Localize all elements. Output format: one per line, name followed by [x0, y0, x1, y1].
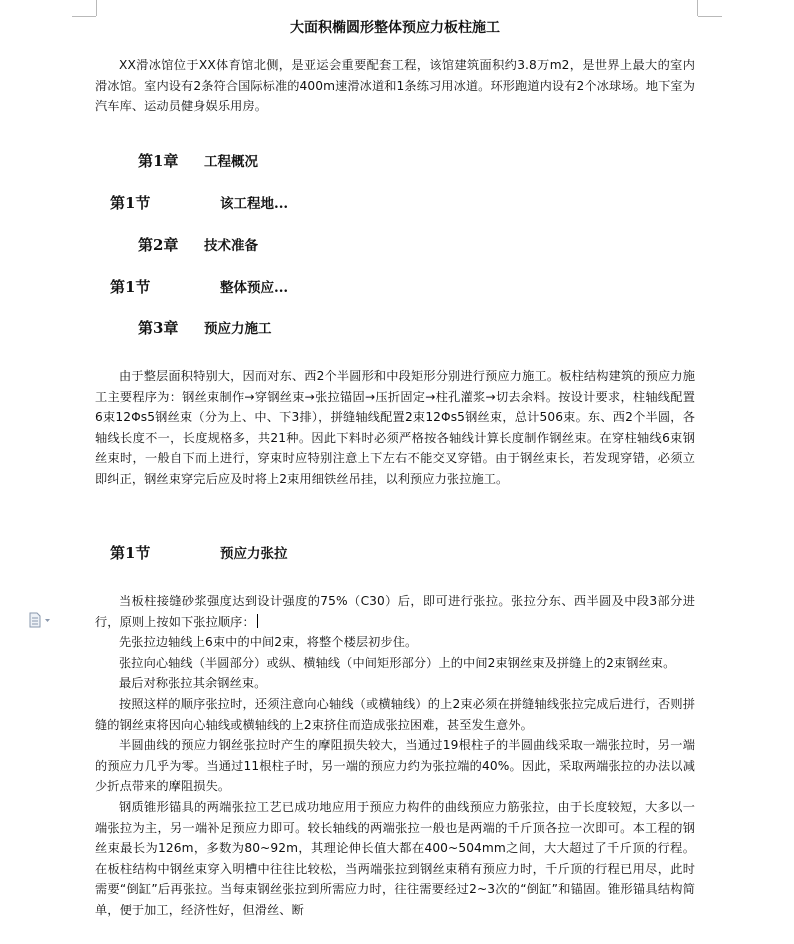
- heading-number: 第1节: [110, 194, 151, 212]
- body-block-1[interactable]: [95, 366, 695, 490]
- heading-text: 技术准备: [204, 238, 259, 254]
- text-cursor: [257, 614, 259, 628]
- heading-text: 工程概况: [204, 154, 259, 170]
- body-block-2[interactable]: [95, 591, 695, 921]
- document-title: 大面积椭圆形整体预应力板柱施工: [290, 20, 500, 36]
- margin-mark-top-left: [96, 0, 97, 16]
- paragraph-order-note: 按照这样的顺序张拉时，还须注意向心轴线（或横轴线）的上2束必须在拼缝轴线张拉完成后进行，否则拼缝的钢丝束将因向心轴线或横轴线的上2束挤住而造成张拉困难，甚至发生意外。: [95, 696, 695, 732]
- heading-section-3-1: [110, 542, 288, 563]
- paragraph-text: 当板柱接缝砂浆强度达到设计强度的75%（C30）后，即可进行张拉。张拉分东、西半圆及中段3部分进行，原则上按如下张拉顺序：: [95, 594, 695, 629]
- list-item: 张拉向心轴线（半圆部分）或纵、横轴线（中间矩形部分）上的中间2束钢丝束及拼缝上的2束钢丝束。: [119, 655, 676, 670]
- margin-mark-top-right-h: [698, 16, 722, 17]
- paragraph-tension-start: [95, 591, 695, 632]
- heading-text: 整体预应...: [220, 280, 289, 296]
- heading-chapter-1: [138, 150, 258, 171]
- paragraph-construction-order: 由于整层面积特别大，因而对东、西2个半圆形和中段矩形分别进行预应力施工。板柱结构建筑的预应力施工主要程序为：钢丝束制作→穿钢丝束→张拉锚固→压折固定→柱孔灌浆→切去余料。按设计要求，柱轴线配置6束12Φs5钢丝束（分为上、中、下3排），拼缝轴线配置2束12Φs5钢丝束，总计506束。东、西2个半圆，各轴线长度不一，长度规格多，共21种。因此下料时必须严格按各轴线计算长度制作钢丝束。在穿柱轴线6束钢丝束时，一般自下而上进行，穿束时应特别注意上下左右不能交叉穿错。由于钢丝束长，若发现穿错，必须立即纠正，钢丝束穿完后应及时将上2束用细铁丝吊挂，以利预应力张拉施工。: [95, 369, 695, 486]
- list-item: 最后对称张拉其余钢丝束。: [119, 676, 267, 691]
- heading-section-1-1: [110, 192, 288, 213]
- heading-number: 第1节: [110, 544, 151, 562]
- heading-number: 第1章: [138, 152, 179, 170]
- list-item: 先张拉边轴线上6束中的中间2束，将整个楼层初步住。: [119, 635, 418, 650]
- margin-mark-top-right: [697, 0, 698, 16]
- margin-mark-top-left-h: [72, 16, 96, 17]
- paragraph-anchor-process: 钢质锥形锚具的两端张拉工艺已成功地应用于预应力构件的曲线预应力筋张拉，由于长度较短，大多以一端张拉为主，另一端补足预应力即可。较长轴线的两端张拉一般也是两端的千斤顶各拉一次即可。本工程的钢丝束最长为126m，多数为80~92m，其理论伸长值大都在400~504mm之间，大大超过了千斤顶的行程。在板柱结构中钢丝束穿入明槽中往往比较松，当两端张拉到钢丝束稍有预应力时，千斤顶的行程已用尽，此时需要“倒缸”后再张拉。当每束钢丝张拉到所需应力时，往往需要经过2~3次的“倒缸”和锚固。锥形锚具结构简单，便于加工，经济性好，但滑丝、断: [95, 799, 695, 917]
- heading-number: 第2章: [138, 236, 179, 254]
- heading-section-2-1: [110, 276, 288, 297]
- paragraph-friction-loss: 半圆曲线的预应力钢丝张拉时产生的摩阻损失较大，当通过19根柱子的半圆曲线采取一端张拉时，另一端的预应力几乎为零。当通过11根柱子时，另一端的预应力约为张拉端的40%。因此，采取两端张拉的办法以减少折点带来的摩阻损失。: [95, 738, 695, 794]
- intro-paragraph: XX滑冰馆位于XX体育馆北侧，是亚运会重要配套工程，该馆建筑面积约3.8万m2，是世界上最大的室内滑冰馆。室内设有2条符合国际标准的400m速滑冰道和1条练习用冰道。环形跑道内设有2个冰球场。地下室为汽车库、运动员健身娱乐用房。: [95, 58, 695, 114]
- heading-text: 预应力张拉: [220, 546, 288, 562]
- heading-chapter-2: [138, 234, 258, 255]
- document-icon[interactable]: [28, 612, 52, 628]
- heading-number: 第3章: [138, 319, 179, 337]
- heading-chapter-3: [138, 317, 272, 338]
- heading-text: 预应力施工: [204, 321, 272, 337]
- heading-text: 该工程地...: [220, 196, 289, 212]
- heading-number: 第1节: [110, 278, 151, 296]
- document-page[interactable]: [95, 18, 695, 117]
